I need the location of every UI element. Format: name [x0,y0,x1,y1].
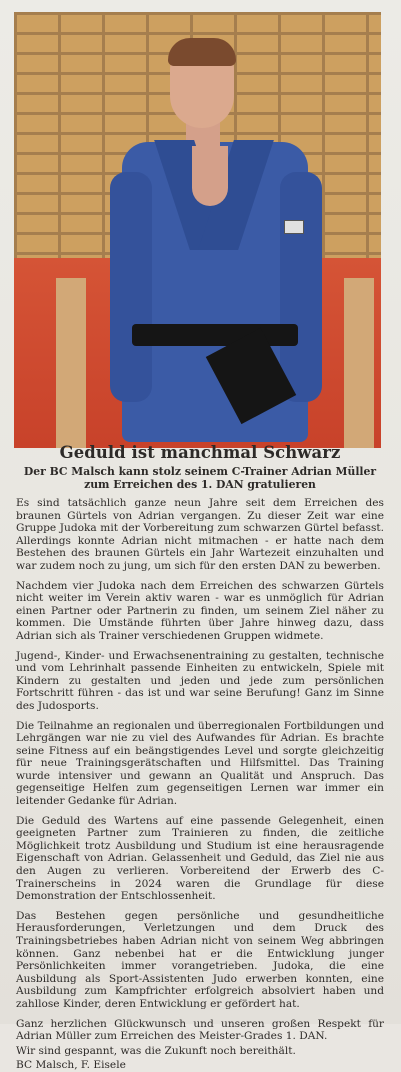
article-paragraph: Wir sind gespannt, was die Zukunft noch bereithält. [16,1044,296,1057]
article-headline: Geduld ist manchmal Schwarz [59,443,341,462]
subheadline-line-2: zum Erreichen des 1. DAN gratulieren [84,478,316,491]
article-paragraph: Jugend-, Kinder- und Erwachsenentraining zu gestalten, technische und vom Lehrinhalt passende Einheiten zu entwickeln, Spiele mit Kindern zu gestalten und jeden und jede zum persönlichen Fortschritt führen - das ist und war seine Berufung! Ganz im Sinne des Judosports. [16,649,384,712]
left-arm [110,172,152,402]
wooden-post-right [344,278,374,448]
right-arm [280,172,322,402]
wooden-post-left [56,278,86,448]
article-paragraph: Das Bestehen gegen persönliche und gesundheitliche Herausforderungen, Verletzungen und dem Druck des Trainingsbetriebes haben Adrian nicht von seinem Weg abbringen können. Ganz nebenbei hat er die Entwicklung junger Persönlichkeiten immer vorangetrieben. Judoka, die eine Ausbildung als Sport-Assistenten Judo erwerben konnten, eine Ausbildung zum Kampfrichter erfolgreich absolviert haben und zahllose Kinder, deren Entwicklung er gefördert hat. [16,909,384,1010]
hair [168,38,236,66]
gi-patch-icon [284,220,304,234]
article-subheadline [16,465,384,491]
black-belt [132,324,298,346]
article-paragraph: Die Geduld des Wartens auf eine passende Gelegenheit, einen geeigneten Partner zum Trainieren zu finden, die zeitliche Möglichkeit trotz Ausbildung und Studium ist eine herausragende Eigenschaft von Adrian. Gelassenheit und Geduld, das Ziel nie aus den Augen zu verlieren. Vorbereitend der Erwerb des C-Trainerscheins in 2024 waren die Grundlage für diese Demonstration der Entschlossenheit. [16,814,384,903]
article-paragraph: Es sind tatsächlich ganze neun Jahre seit dem Erreichen des braunen Gürtels von Adrian vergangen. Zu dieser Zeit war eine Gruppe Judoka mit der Vorbereitung zum schwarzen Gürtel befasst. Allerdings konnte Adrian nicht mitmachen - er hatte nach dem Bestehen des braunen Gürtels ein Jahr Wartezeit einzuhalten und war zudem noch zu jung, um sich für den ersten DAN zu bewerben. [16,497,384,572]
article-paragraph: Die Teilnahme an regionalen und überregionalen Fortbildungen und Lehrgängen war nie zu viel des Aufwandes für Adrian. Es brachte seine Fitness auf ein beängstigendes Level und sorgte gleichzeitig für neue Trainingsgerätschaften und Hilfsmittel. Das Training wurde intensiver und gewann an Qualität und Anspruch. Das gegenseitige Helfen zum gegenseitigen Lernen war immer ein leitender Gedanke für Adrian. [16,719,384,808]
chest [192,146,228,206]
article-signature: BC Malsch, F. Eisele [16,1059,126,1072]
article-paragraph: Ganz herzlichen Glückwunsch und unseren großen Respekt für Adrian Müller zum Erreichen des Meister-Grades 1. DAN. [16,1017,384,1043]
article-photo [14,12,381,436]
article-body [16,442,384,1072]
judoka-figure [110,42,322,442]
article-paragraph: Nachdem vier Judoka nach dem Erreichen des schwarzen Gürtels nicht weiter im Verein aktiv waren - war es unmöglich für Adrian einen Partner oder Partnerin zu finden, um seinem Ziel näher zu kommen. Die Umstände führten über Jahre hinweg dazu, dass Adrian sich als Trainer verschiedenen Gruppen widmete. [16,579,384,642]
subheadline-line-1: Der BC Malsch kann stolz seinem C-Trainer Adrian Müller [23,465,377,478]
